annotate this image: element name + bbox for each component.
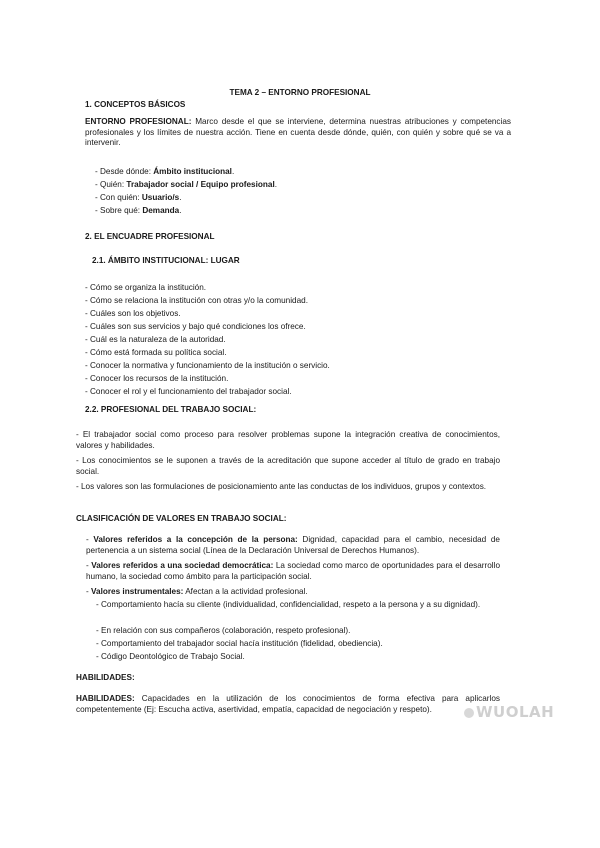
sub-list-item: - En relación con sus compañeros (colaboración, respeto profesional). [96,626,351,635]
list-item: - Cuáles son sus servicios y bajo qué condiciones los ofrece. [85,322,306,331]
list-item: - Cómo está formada su política social. [85,348,227,357]
section-2-heading: 2. EL ENCUADRE PROFESIONAL [85,232,215,241]
subsection-2-2-heading: 2.2. PROFESIONAL DEL TRABAJO SOCIAL: [85,405,257,414]
paragraph-conocimientos: - Los conocimientos se le suponen a través de la acreditación que supone acceder al título de grado en trabajo social. [76,456,500,476]
sub-list-item: - Comportamiento del trabajador social hacía institución (fidelidad, obediencia). [96,639,383,648]
list-item: - Conocer el rol y el funcionamiento del trabajador social. [85,387,292,396]
habilidades-definition: HABILIDADES: Capacidades en la utilización de los conocimientos de forma efectiva para aplicarlos competentemente (Ej: Escucha activa, asertividad, empatía, capacidad de negociación y respeto). [76,694,500,714]
list-item: - Con quién: Usuario/s. [95,193,182,202]
valores-democratica: - Valores referidos a una sociedad democrática: La sociedad como marco de oportunidades para el desarrollo humano, la sociedad como ámbito para la participación social. [86,561,500,581]
valores-heading: CLASIFICACIÓN DE VALORES EN TRABAJO SOCIAL: [76,514,287,523]
list-item: - Sobre qué: Demanda. [95,206,182,215]
subsection-2-1-heading: 2.1. ÁMBITO INSTITUCIONAL: LUGAR [92,256,240,265]
list-item: - Cómo se relaciona la institución con otras y/o la comunidad. [85,296,308,305]
sub-list-item: - Comportamiento hacía su cliente (individualidad, confidencialidad, respeto a la persona y a su dignidad). [96,600,481,609]
list-item: - Conocer los recursos de la institución. [85,374,229,383]
definition-text: Marco desde el que se interviene, determina nuestras atribuciones y competencias profesionales y los límites de nuestra acción. Tiene en cuenta desde dónde, quién, con quién y sobre qué se va a intervenir. [85,117,511,147]
habilidades-heading: HABILIDADES: [76,673,135,682]
watermark-logo [464,703,554,722]
watermark-text: WUOLAH [476,703,555,721]
paragraph-valores: - Los valores son las formulaciones de posicionamiento ante las conductas de los individuos, grupos y contextos. [76,482,487,491]
paragraph-proceso: - El trabajador social como proceso para resolver problemas supone la integración creativa de conocimientos, valores y habilidades. [76,430,500,450]
list-item: - Cuál es la naturaleza de la autoridad. [85,335,226,344]
list-item: - Cómo se organiza la institución. [85,283,207,292]
list-item: - Cuáles son los objetivos. [85,309,181,318]
valores-persona: - Valores referidos a la concepción de la persona: Dignidad, capacidad para el cambio, necesidad de pertenencia a un sistema social (Línea de la Declaración Universal de Derechos Humanos). [86,535,500,555]
list-item: - Quién: Trabajador social / Equipo profesional. [95,180,278,189]
page-title: TEMA 2 – ENTORNO PROFESIONAL [229,88,371,97]
valores-instrumentales: - Valores instrumentales: Afectan a la actividad profesional. [86,587,308,596]
definition-term: ENTORNO PROFESIONAL: [85,117,192,126]
entorno-definition [85,117,511,149]
list-item: - Conocer la normativa y funcionamiento de la institución o servicio. [85,361,330,370]
sub-list-item: - Código Deontológico de Trabajo Social. [96,652,245,661]
watermark-icon [464,708,474,718]
list-item: - Desde dónde: Ámbito institucional. [95,167,235,176]
section-1-heading: 1. CONCEPTOS BÁSICOS [85,100,186,109]
